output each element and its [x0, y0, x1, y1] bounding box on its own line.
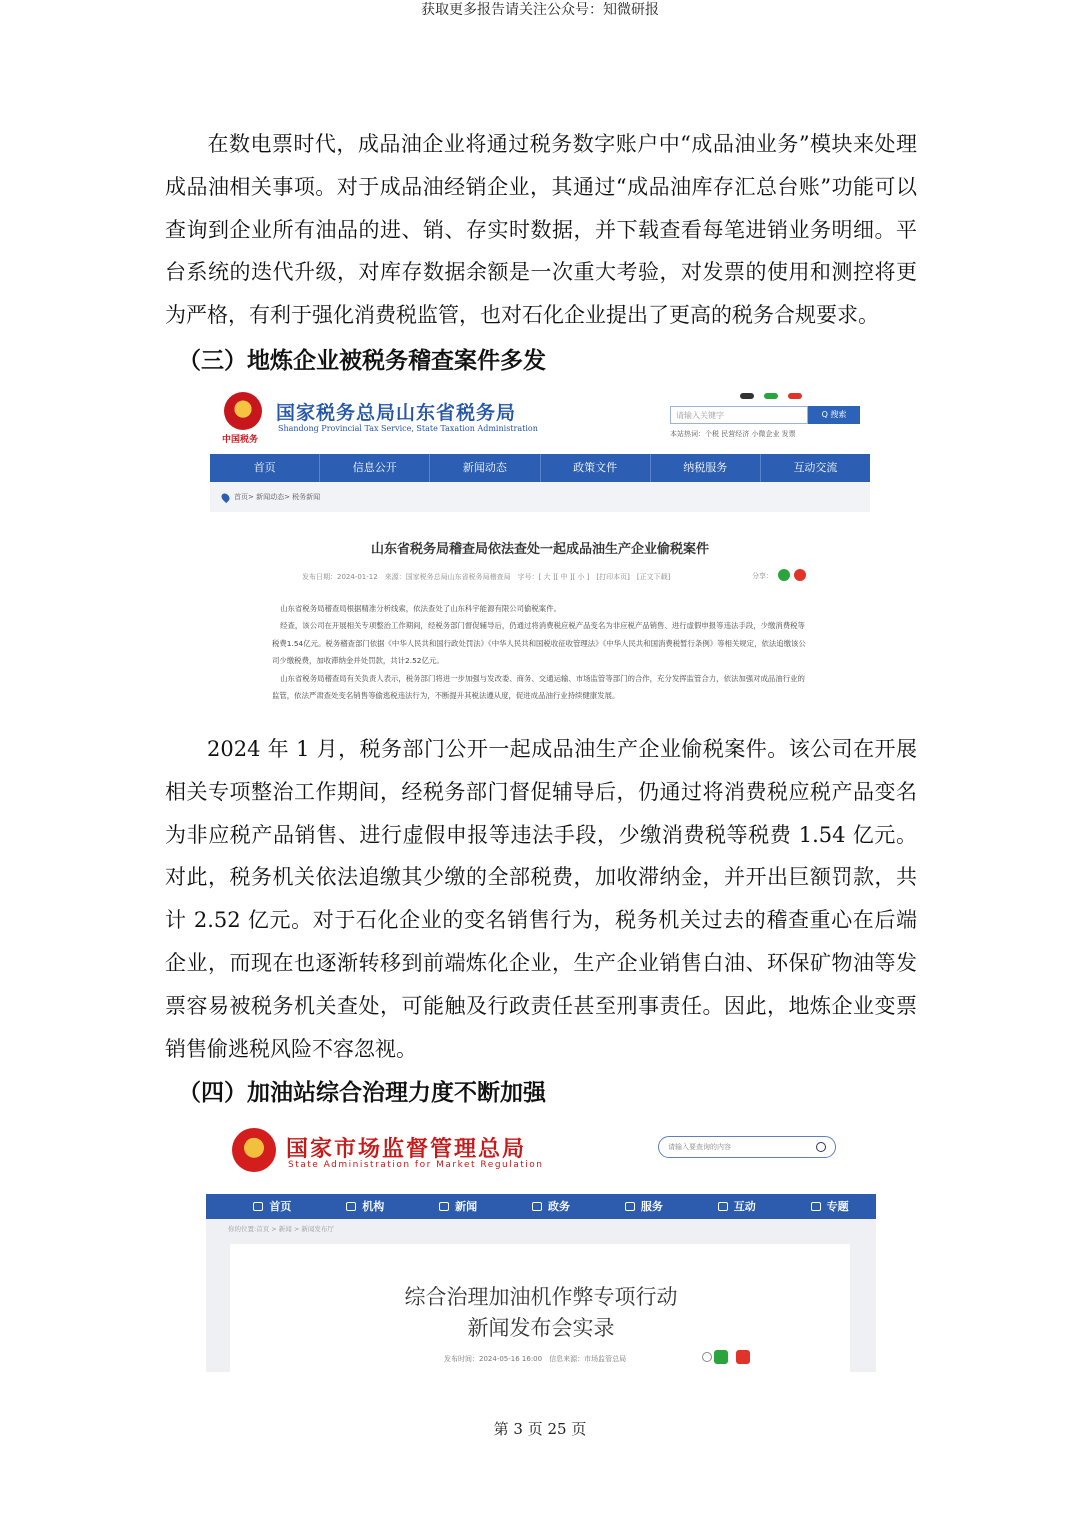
nav-item-info[interactable]: 信息公开 [320, 454, 430, 482]
shandong-tax-screenshot [210, 388, 870, 720]
main-nav [210, 454, 870, 482]
nav-item-home[interactable]: 首页 [210, 454, 320, 482]
home-icon [253, 1202, 263, 1211]
nav-item-interact[interactable]: 互动交流 [793, 461, 838, 474]
search-button[interactable]: Q 搜索 [808, 406, 860, 424]
nav-item-gov[interactable]: 政务 [505, 1194, 598, 1219]
article-meta: 发布时间：2024-05-16 16:00 信息来源：市场监管总局 [444, 1355, 627, 1363]
nav-item-interact[interactable]: 互动 [690, 1194, 783, 1219]
share-label: 分享： [752, 572, 773, 580]
article-meta: 发布日期：2024-01-12 来源：国家税务总局山东省税务局稽查局 字号：[ 大 ][ 中 ][ 小 ] [打印本页] [正文下载] [302, 573, 671, 581]
article-title [206, 1282, 876, 1344]
org-icon [346, 1202, 356, 1211]
article-title-line2: 新闻发布会实录 [467, 1316, 615, 1340]
search-input[interactable]: 请输入要查询的内容 [658, 1136, 836, 1158]
samr-screenshot [206, 1120, 876, 1372]
wechat-icon[interactable] [778, 569, 790, 581]
breadcrumb[interactable]: 你的位置:首页 > 新闻 > 新闻发布厅 [228, 1225, 334, 1233]
section-heading-3: （三）地炼企业被税务稽查案件多发 [178, 348, 546, 374]
paragraph-2: 2024 年 1 月，税务部门公开一起成品油生产企业偷税案件。该公司在开展相关专项整治工作期间，经税务部门督促辅导后，仍通过将消费税应税产品变名为非应税产品销售、进行虚假申报等违法手段，少缴消费税等税费 1.54 亿元。对此，税务机关依法追缴其少缴的全部税费，加收滞纳金，并开出巨额罚款，共计 2.52 亿元。对于石化企业的变名销售行为，税务机关过去的稽查重心在后端企业，而现在也逐渐转移到前端炼化企业，生产企业销售白油、环保矿物油等发票容易被税务机关查处，可能触及行政责任甚至刑事责任。因此，地炼企业变票销售偷逃税风险不容忽视。 [165, 737, 917, 1061]
site-title: 国家税务总局山东省税务局 [276, 402, 517, 424]
site-title: 国家市场监督管理总局 [286, 1137, 527, 1162]
list-icon [811, 1202, 821, 1211]
search-icon[interactable] [816, 1142, 826, 1152]
breadcrumb[interactable]: 首页> 新闻动态> 税务新闻 [210, 482, 870, 512]
hot-words: 本站热词：个税 民营经济 小微企业 发票 [670, 430, 796, 438]
nav-item-topic[interactable]: 专题 [783, 1194, 876, 1219]
news-icon [439, 1202, 449, 1211]
national-emblem-icon [232, 1128, 276, 1172]
main-nav [206, 1194, 876, 1219]
site-subtitle: State Administration for Market Regulation [288, 1160, 544, 1170]
article-paragraph: 经查，该公司在开展相关专项整治工作期间，经税务部门督促辅导后，仍通过将消费税应税产品变名为非应税产品销售、进行虚假申报等违法手段，少缴消费税等税费1.54亿元。税务稽查部门依据《中华人民共和国行政处罚法》《中华人民共和国税收征收管理法》《中华人民共和国消费税暂行条例》等相关规定，依法追缴该公司少缴税费，加收滞纳金并处罚款，共计2.52亿元。 [272, 621, 806, 666]
gov-icon [532, 1202, 542, 1211]
article-title: 山东省税务局稽查局依法查处一起成品油生产企业偷税案件 [370, 542, 709, 557]
nav-item-news[interactable]: 新闻动态 [430, 454, 540, 482]
share-icon[interactable] [702, 1352, 712, 1362]
nav-item-policy[interactable]: 政策文件 [541, 454, 651, 482]
wechat-icon[interactable] [714, 1350, 728, 1364]
section-heading-4: （四）加油站综合治理力度不断加强 [178, 1080, 546, 1106]
article-body [272, 600, 812, 704]
site-header [210, 388, 870, 454]
tax-emblem-icon [224, 392, 262, 430]
nav-item-org[interactable]: 机构 [319, 1194, 412, 1219]
nav-item-service[interactable]: 纳税服务 [651, 454, 761, 482]
article-title-line1: 综合治理加油机作弊专项行动 [404, 1285, 678, 1309]
heart-icon [625, 1202, 635, 1211]
page-footer: 第 3 页 25 页 [493, 1420, 587, 1438]
weibo-icon[interactable] [736, 1350, 750, 1364]
article-paragraph: 山东省税务局稽查局根据精准分析线索，依法查处了山东科宇能源有限公司偷税案件。 [280, 604, 561, 613]
site-subtitle: Shandong Provincial Tax Service, State Taxation Administration [278, 424, 538, 433]
article-paragraph: 山东省税务局稽查局有关负责人表示，税务部门将进一步加强与发改委、商务、交通运输、市场监管等部门的合作，充分发挥监管合力，依法加强对成品油行业的监管，依法严肃查处变名销售等偷逃税违法行为，不断提升其税法遵从度，促进成品油行业持续健康发展。 [272, 673, 805, 701]
exchange-icon [718, 1202, 728, 1211]
nav-item-service[interactable]: 服务 [597, 1194, 690, 1219]
paragraph-1: 在数电票时代，成品油企业将通过税务数字账户中“成品油业务”模块来处理成品油相关事项。对于成品油经销企业，其通过“成品油库存汇总台账”功能可以查询到企业所有油品的进、销、存实时数据，并下载查看每笔进销业务明细。平台系统的迭代升级，对库存数据余额是一次重大考验，对发票的使用和测控将更为严格，有利于强化消费税监管，也对石化企业提出了更高的税务合规要求。 [165, 132, 917, 328]
weibo-icon[interactable] [794, 569, 806, 581]
emblem-text: 中国税务 [222, 435, 259, 445]
nav-item-home[interactable]: 首页 [226, 1194, 319, 1219]
search-input[interactable]: 请输入关键字 [670, 406, 808, 424]
nav-item-news[interactable]: 新闻 [412, 1194, 505, 1219]
header-note: 获取更多报告请关注公众号：知微研报 [421, 2, 659, 18]
